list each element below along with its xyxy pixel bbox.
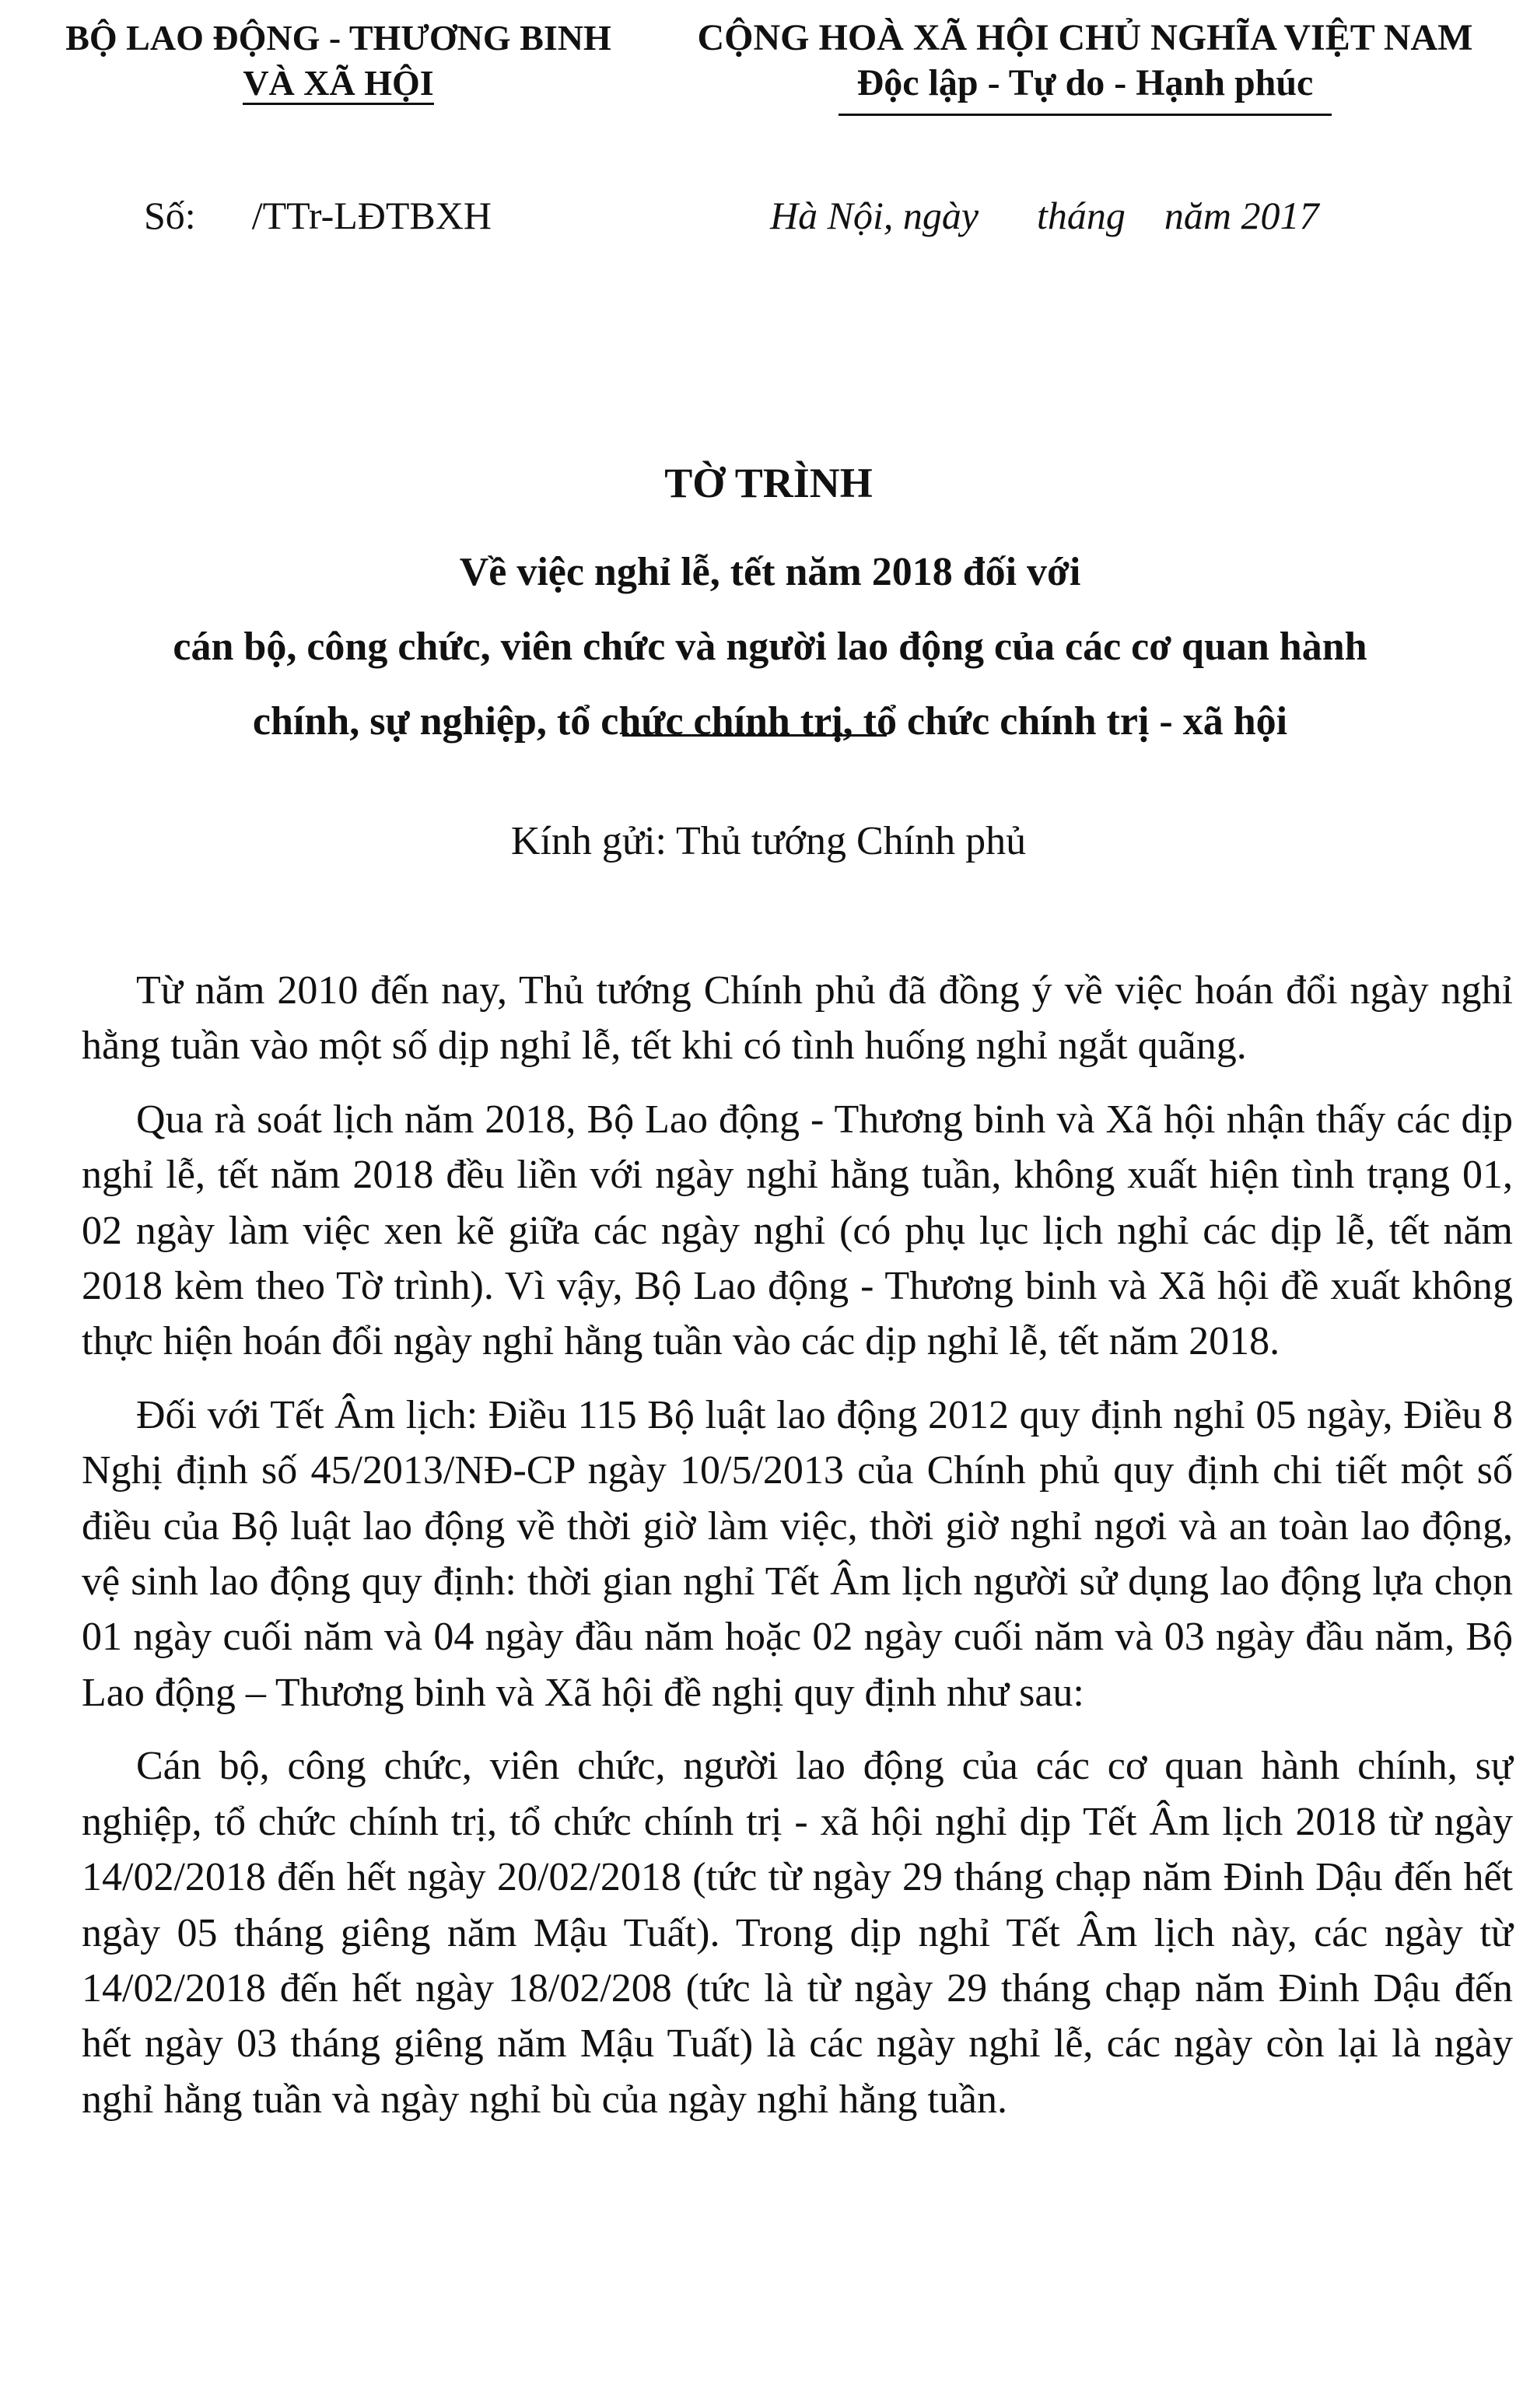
- subject-line-2: cán bộ, công chức, viên chức và người lao động của các cơ quan hành: [173, 625, 1367, 669]
- document-number-label: Số:: [144, 194, 196, 237]
- ministry-header: [31, 16, 646, 106]
- subject-line-3: chính, sự nghiệp, tổ chức chính trị, tổ chức chính trị - xã hội: [252, 699, 1288, 744]
- document-subject: [47, 535, 1493, 759]
- subject-line-1: Về việc nghỉ lễ, tết năm 2018 đối với: [459, 550, 1081, 594]
- document-number: [144, 193, 492, 238]
- body-paragraph: Qua rà soát lịch năm 2018, Bộ Lao động - Thương binh và Xã hội nhận thấy các dịp nghỉ lễ, tết năm 2018 đều liền với ngày nghỉ hằng tuần, không xuất hiện tình trạng 01, 02 ngày làm việc xen kẽ giữa các ngày nghỉ (có phụ lục lịch nghỉ các dịp lễ, tết năm 2018 kèm theo Tờ trình). Vì vậy, Bộ Lao động - Thương binh và Xã hội đề xuất không thực hiện hoán đổi ngày nghỉ hằng tuần vào các dịp nghỉ lễ, tết năm 2018.: [82, 1097, 1513, 1364]
- body-paragraph: Đối với Tết Âm lịch: Điều 115 Bộ luật lao động 2012 quy định nghỉ 05 ngày, Điều 8 Nghị định số 45/2013/NĐ-CP ngày 10/5/2013 của Chính phủ quy định chi tiết một số điều của Bộ luật lao động về thời giờ làm việc, thời giờ nghỉ ngơi và an toàn lao động, vệ sinh lao động quy định: thời gian nghỉ Tết Âm lịch người sử dụng lao động lựa chọn 01 ngày cuối năm và 04 ngày đầu năm hoặc 02 ngày cuối năm và 03 ngày đầu năm, Bộ Lao động – Thương binh và Xã hội đề nghị quy định như sau:: [82, 1392, 1513, 1715]
- ministry-name-line1: BỘ LAO ĐỘNG - THƯƠNG BINH: [65, 18, 611, 58]
- body-paragraph: Từ năm 2010 đến nay, Thủ tướng Chính phủ đã đồng ý về việc hoán đổi ngày nghỉ hằng tuần vào một số dịp nghỉ lễ, tết khi có tình huống nghỉ ngắt quãng.: [82, 968, 1513, 1069]
- document-date: Hà Nội, ngày tháng năm 2017: [770, 194, 1319, 237]
- document-title: TỜ TRÌNH: [664, 460, 873, 506]
- national-header: [653, 16, 1517, 116]
- national-motto: Độc lập - Tự do - Hạnh phúc: [839, 61, 1332, 116]
- addressee: Kính gửi: Thủ tướng Chính phủ: [510, 819, 1027, 863]
- document-number-value: /TTr-LĐTBXH: [251, 194, 492, 237]
- body-paragraph: Cán bộ, công chức, viên chức, người lao động của các cơ quan hành chính, sự nghiệp, tổ chức chính trị, tổ chức chính trị - xã hội nghỉ dịp Tết Âm lịch 2018 từ ngày 14/02/2018 đến hết ngày 20/02/2018 (tức từ ngày 29 tháng chạp năm Đinh Dậu đến hết ngày 05 tháng giêng năm Mậu Tuất). Trong dịp nghỉ Tết Âm lịch này, các ngày từ 14/02/2018 đến hết ngày 18/02/208 (tức là từ ngày 29 tháng chạp năm Đinh Dậu đến hết ngày 03 tháng giêng năm Mậu Tuất) là các ngày nghỉ lễ, các ngày còn lại là ngày nghỉ hằng tuần và ngày nghỉ bù của ngày nghỉ hằng tuần.: [82, 1744, 1513, 2122]
- ministry-name-line2: VÀ XÃ HỘI: [243, 64, 433, 105]
- document-body: [82, 963, 1513, 2145]
- title-divider: [622, 734, 887, 737]
- country-name: CỘNG HOÀ XÃ HỘI CHỦ NGHĨA VIỆT NAM: [697, 17, 1473, 58]
